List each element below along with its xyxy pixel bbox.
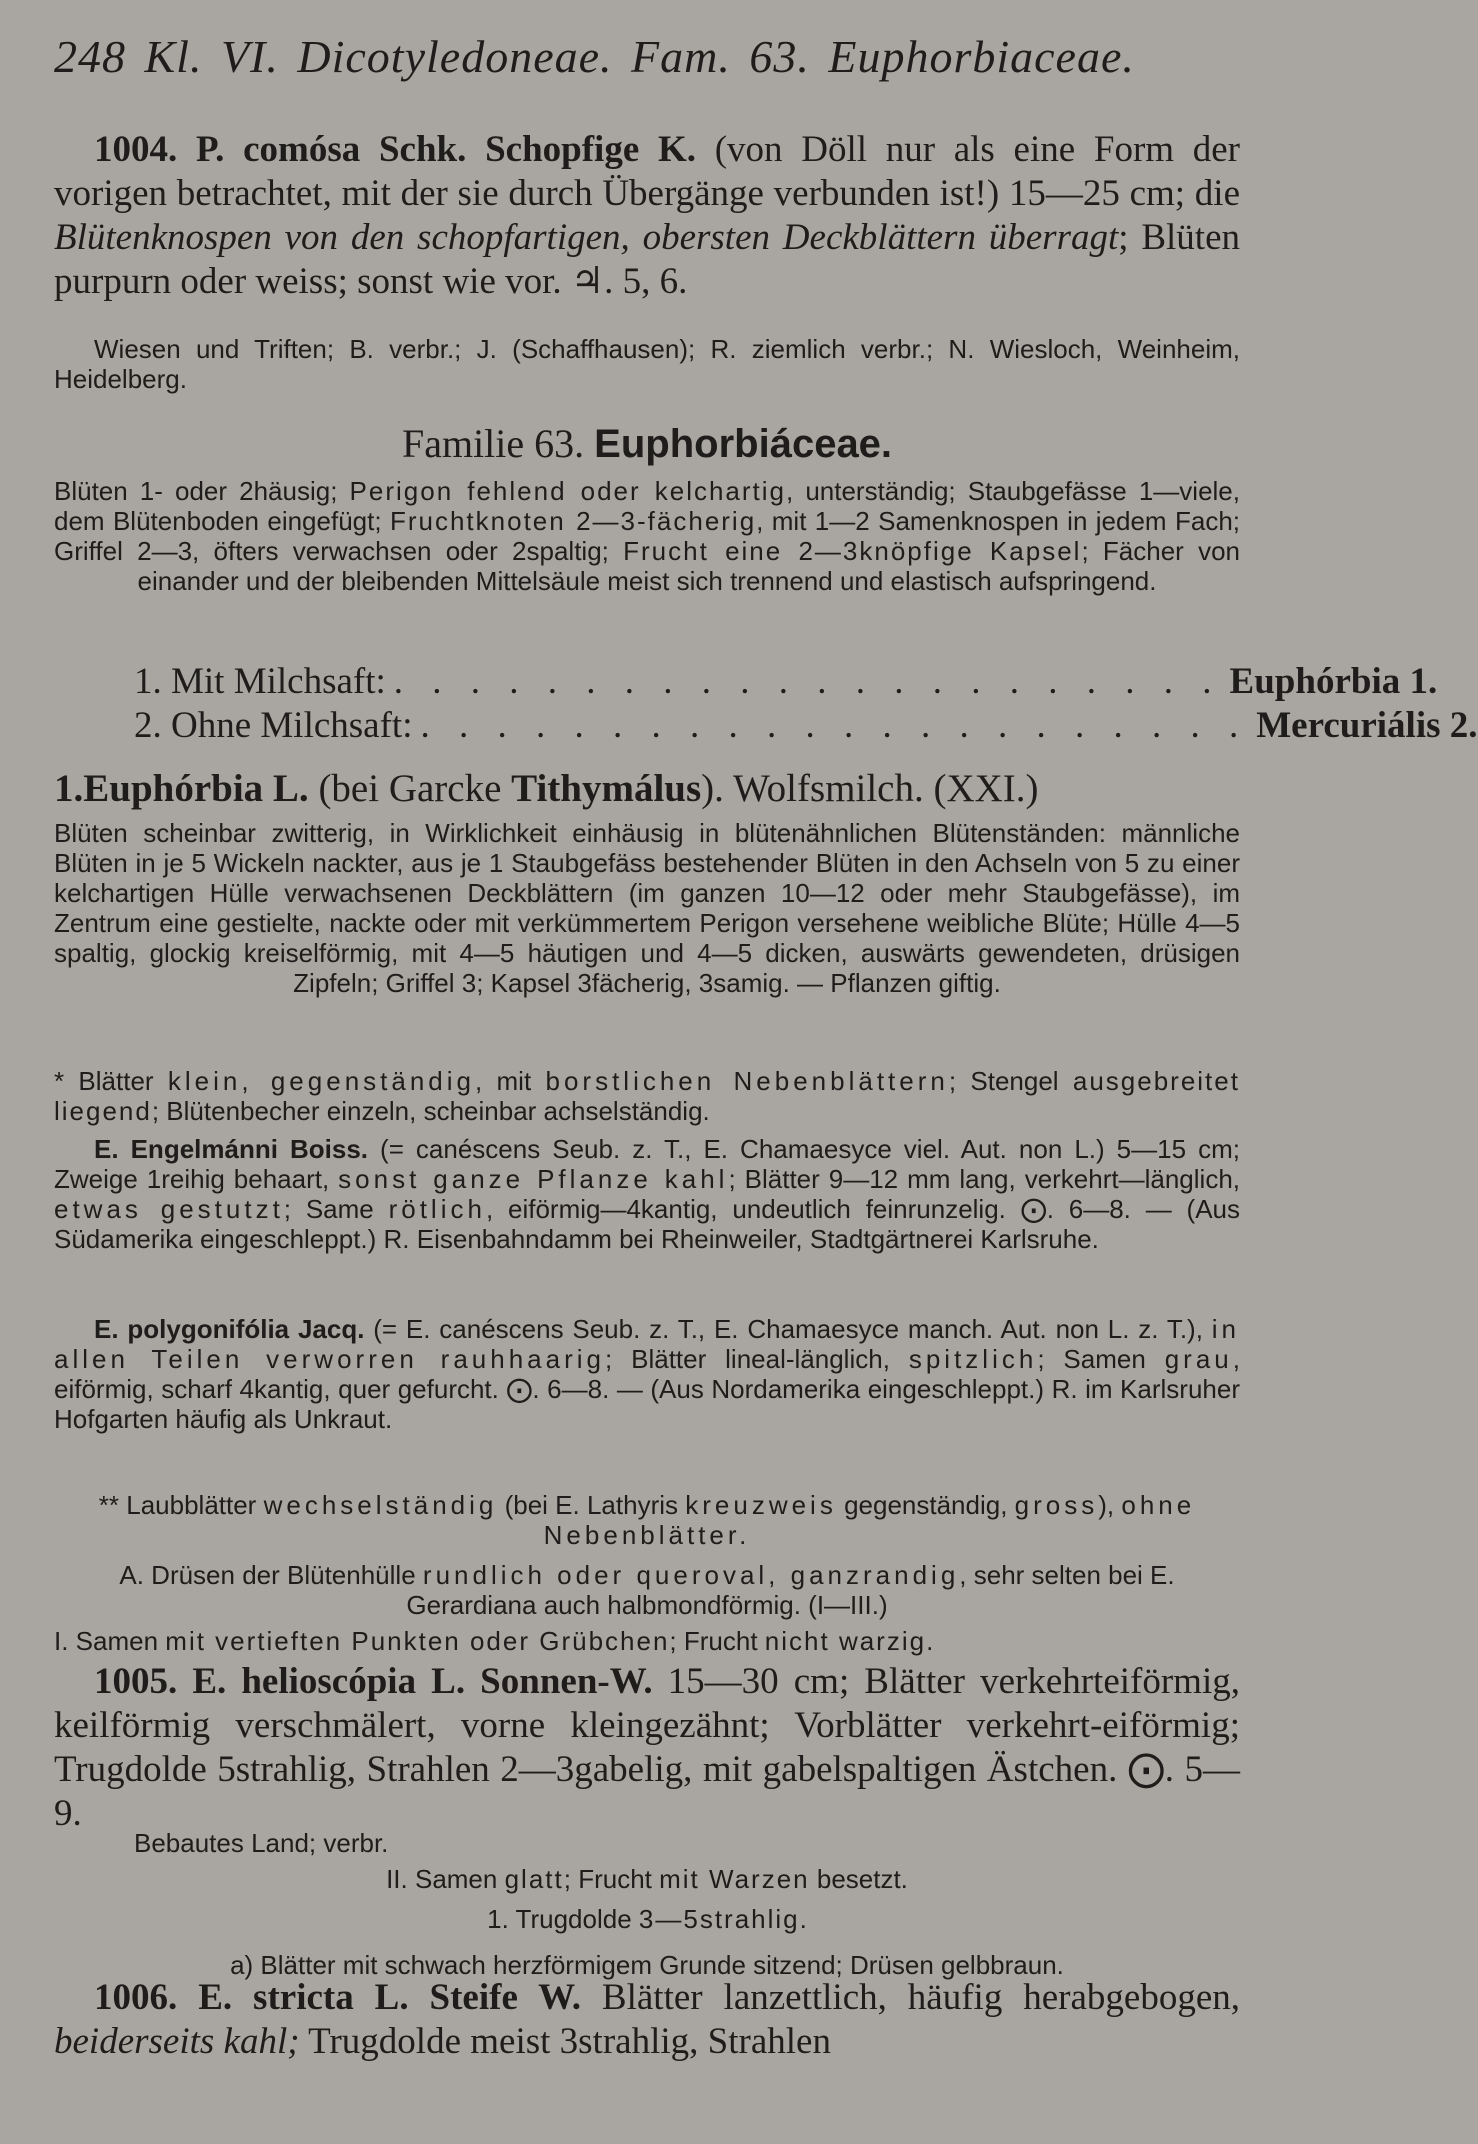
text-spaced: spitzlich xyxy=(908,1344,1038,1374)
genus-description: Blüten scheinbar zwitterig, in Wirklichkeit einhäusig in blütenähnlichen Blütenständen: männliche Blüten in je 5 Wickeln nackter, aus je 1 Staubgefäss bestehender Blüten in den Achseln von 5 zu einer kelchartigen Hülle verwachsenen Deckblättern (im ganzen 10—12 oder mehr Staubgefässe), im Zentrum eine gestielte, nackte oder mit verkümmertem Perigon versehene weibliche Blüte; Hülle 4—5 spaltig, glockig kreiselförmig, mit 4—5 häutigen und 4—5 dicken, auswärts gewendeten, drüsigen Zipfeln; Griffel 3; Kapsel 3fächerig, 3samig. — Pflanzen giftig. xyxy=(54,818,1240,998)
family-label: Familie 63. xyxy=(401,421,585,466)
species-name: E. helioscópia L. xyxy=(192,1661,466,1702)
key-result: Euphórbia 1. xyxy=(1229,661,1438,702)
desc-text: , mit 1—2 Samenknospen in jedem Fach; Griffel 2—3, öfters verwachsen oder 2spaltig; xyxy=(54,506,1240,566)
genus-name: Euphórbia L. xyxy=(83,767,309,810)
species-text: 15—30 cm; Blätter verkehrteiförmig, keilförmig verschmälert, vorne kleingezähnt; Vorblätter verkehrt-eiförmig; Trugdolde 5strahlig, Strahlen 2—3gabelig, mit gabelspaltigen Ästchen. ⨀. 5—9. xyxy=(54,1661,1240,1834)
genus-text: ). Wolfsmilch. (XXI.) xyxy=(701,767,1039,810)
group-ii xyxy=(54,1864,1240,1894)
key-dots: . . . . . . . . . . . . . . . . . . . . . . xyxy=(393,661,1222,702)
text: ), xyxy=(1098,1490,1115,1520)
group-single-star xyxy=(54,1066,1240,1126)
text: , sehr selten bei E. Gerardiana auch halbmondförmig. (I—III.) xyxy=(406,1560,1175,1620)
text: (= canéscens Seub. z. T., E. Chamaesyce viel. Aut. non L.) 5—15 cm; Zweige 1reihig behaart, xyxy=(54,1134,1240,1194)
genus-heading xyxy=(54,766,1240,812)
key-label: 2. Ohne Milchsaft: xyxy=(134,705,413,746)
species-polygonifolia xyxy=(54,1314,1240,1434)
species-text-italic: beiderseits kahl; xyxy=(54,2021,300,2062)
text-spaced: in allen Teilen verworren rauhhaarig xyxy=(54,1314,1240,1374)
text-spaced: klein, gegenständig xyxy=(167,1066,475,1096)
species-number: 1006. xyxy=(94,1977,178,2018)
key-line xyxy=(54,704,1478,748)
text: II. Samen xyxy=(386,1864,498,1894)
habitat-1004: Wiesen und Triften; B. verbr.; J. (Schaffhausen); R. ziemlich verbr.; N. Wiesloch, Weinheim, Heidelberg. xyxy=(54,334,1240,394)
genus-number: 1. xyxy=(54,767,84,810)
text: ; Blütenbecher einzeln, scheinbar achselständig. xyxy=(151,1096,710,1126)
text: , eiförmig, scharf 4kantig, quer gefurcht. ⨀. 6—8. — (Aus Nordamerika eingeschleppt.) R. im Karlsruher Hofgarten häufig als Unkraut. xyxy=(54,1344,1240,1434)
desc-spaced: Fruchtknoten 2—3-fächerig xyxy=(389,506,757,536)
text-spaced: rundlich oder queroval, ganzrandig xyxy=(422,1560,960,1590)
species-number: 1004. xyxy=(94,129,178,170)
desc-spaced: Frucht eine 2—3knöpfige Kapsel xyxy=(623,536,1082,566)
text: besetzt. xyxy=(816,1864,908,1894)
text-spaced: ausgebreitet liegend xyxy=(54,1066,1240,1126)
text: ; Frucht xyxy=(669,1626,758,1656)
text-spaced: kreuzweis xyxy=(685,1490,837,1520)
text-spaced: mit Warzen xyxy=(659,1864,810,1894)
text: ** Laubblätter xyxy=(98,1490,257,1520)
text: , eiförmig—4kantig, undeutlich feinrunzelig. ⨀. 6—8. — (Aus Südamerika eingeschleppt.) R. Eisenbahndamm bei Rheinweiler, Stadtgärtnerei Karlsruhe. xyxy=(54,1194,1240,1254)
vernacular-name: Sonnen-W. xyxy=(480,1661,653,1702)
species-name: E. polygonifólia Jacq. xyxy=(94,1314,365,1344)
species-number: 1005. xyxy=(94,1661,178,1702)
text-spaced: wechselständig xyxy=(263,1490,498,1520)
family-heading xyxy=(54,420,1240,467)
text-spaced: nicht warzig xyxy=(764,1626,927,1656)
group-a xyxy=(54,1560,1240,1620)
desc-text: , unterständig; Staubgefässe 1—viele, dem Blütenboden eingefügt; xyxy=(54,476,1240,536)
family-description xyxy=(54,476,1240,596)
text: A. Drüsen der Blütenhülle xyxy=(119,1560,416,1590)
text-spaced: grau xyxy=(1164,1344,1233,1374)
text: ; Stengel xyxy=(948,1066,1059,1096)
genus-text: (bei Garcke xyxy=(318,767,502,810)
group-1-trugdolde xyxy=(54,1904,1240,1934)
page-header: 248 Kl. VI. Dicotyledoneae. Fam. 63. Euphorbiaceae. xyxy=(54,31,1135,82)
text: . xyxy=(926,1626,934,1656)
desc-text: ; Fächer von einander und der bleibenden Mittelsäule meist sich trennend und elastisch aufspringend. xyxy=(137,536,1240,596)
group-a-lower: a) Blätter mit schwach herzförmigem Grunde sitzend; Drüsen gelbbraun. xyxy=(230,1950,1064,1980)
text: (= E. canéscens Seub. z. T., E. Chamaesyce manch. Aut. non L. z. T.), xyxy=(373,1314,1203,1344)
genus-key xyxy=(54,660,1478,748)
species-1006 xyxy=(54,1976,1240,2064)
species-1004 xyxy=(54,128,1240,304)
text: ; Samen xyxy=(1037,1344,1146,1374)
text-spaced: 3—5strahlig xyxy=(638,1904,800,1934)
key-line xyxy=(54,660,1438,704)
species-name: E. stricta L. xyxy=(198,1977,409,2018)
text-spaced: rötlich xyxy=(388,1194,486,1224)
group-double-star xyxy=(54,1490,1240,1550)
family-name: Euphorbiáceae. xyxy=(594,422,893,466)
species-text: Blätter lanzettlich, häufig herabgebogen, xyxy=(601,1977,1241,2018)
species-text: Trugdolde meist 3strahlig, Strahlen xyxy=(308,2021,831,2062)
text: , mit xyxy=(475,1066,532,1096)
text: ; Frucht xyxy=(563,1864,652,1894)
desc-text: Blüten 1- oder 2häusig; xyxy=(54,476,338,506)
key-result: Mercuriális 2. xyxy=(1256,705,1478,746)
species-text: ; Blüten purpurn oder weiss; sonst wie vor. ♃. 5, 6. xyxy=(54,217,1240,302)
desc-spaced: Perigon fehlend oder kelchartig xyxy=(349,476,787,506)
species-text: (von Döll nur als eine Form der vorigen betrachtet, mit der sie durch Übergänge verbunden ist!) 15—25 cm; die xyxy=(54,129,1240,214)
text-spaced: glatt xyxy=(504,1864,564,1894)
key-label: 1. Mit Milchsaft: xyxy=(134,661,386,702)
text: ; Same xyxy=(283,1194,374,1224)
species-engelmanni xyxy=(54,1134,1240,1254)
key-dots: . . . . . . . . . . . . . . . . . . . . . . xyxy=(420,705,1249,746)
group-i xyxy=(54,1626,1240,1656)
text: ; Blätter lineal-länglich, xyxy=(605,1344,890,1374)
text-spaced: sonst ganze Pflanze kahl xyxy=(338,1164,729,1194)
text-spaced: mit vertieften Punkten oder Grübchen xyxy=(165,1626,670,1656)
genus-synonym: Tithymálus xyxy=(511,767,702,810)
text: . xyxy=(799,1904,807,1934)
species-name: E. Engelmánni Boiss. xyxy=(94,1134,368,1164)
text: gegenständig, xyxy=(844,1490,1008,1520)
habitat-1005: Bebautes Land; verbr. xyxy=(134,1828,389,1858)
text-spaced: borstlichen Nebenblättern xyxy=(545,1066,949,1096)
vernacular-name: Steife W. xyxy=(429,1977,581,2018)
text-spaced: etwas gestutzt xyxy=(54,1194,284,1224)
text: I. Samen xyxy=(54,1626,159,1656)
species-1005 xyxy=(54,1660,1240,1836)
species-text-italic: Blütenknospen von den schopfartigen, obersten Deckblättern überragt xyxy=(54,217,1119,258)
text-spaced: gross xyxy=(1014,1490,1099,1520)
text: ; Blätter 9—12 mm lang, verkehrt—länglich, xyxy=(728,1164,1241,1194)
text: 1. Trugdolde xyxy=(487,1904,632,1934)
text: (bei E. Lathyris xyxy=(504,1490,678,1520)
species-name: P. comósa Schk. xyxy=(195,129,467,170)
text-spaced: ohne Nebenblätter. xyxy=(543,1490,1196,1550)
text: * Blätter xyxy=(54,1066,154,1096)
vernacular-name: Schopfige K. xyxy=(485,129,696,170)
